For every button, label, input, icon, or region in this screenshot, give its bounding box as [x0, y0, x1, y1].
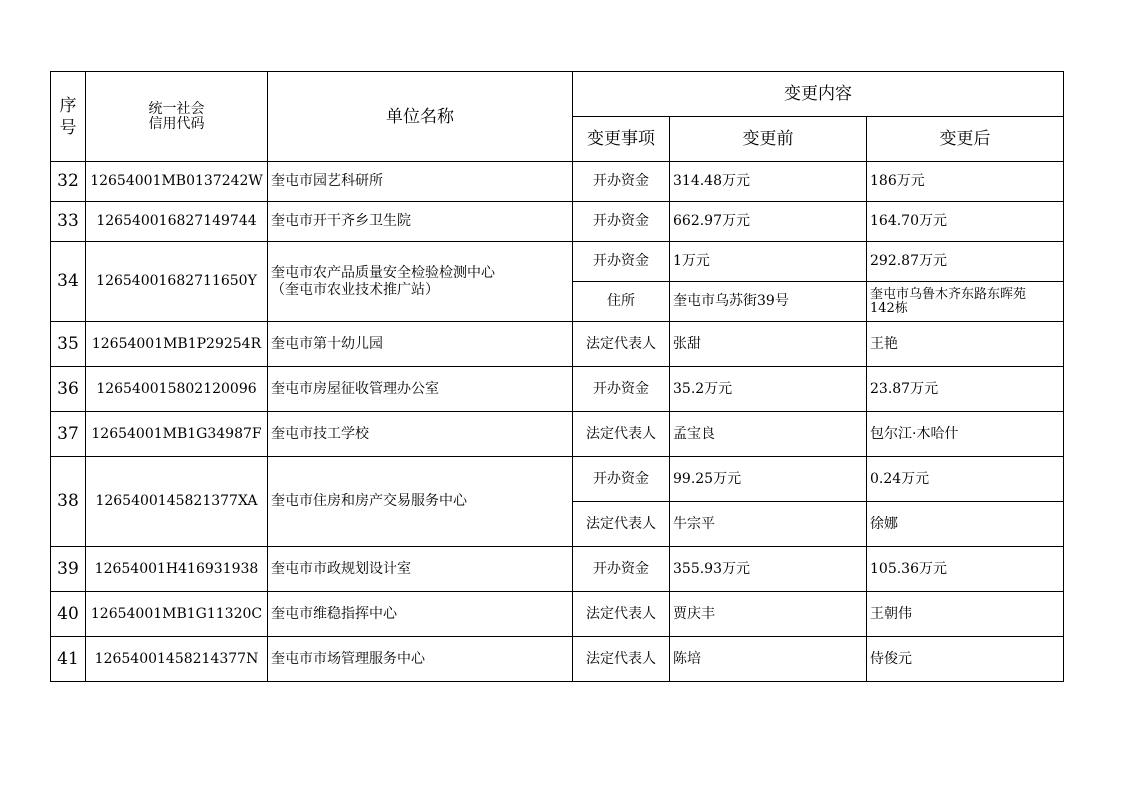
row-change-item: 开办资金 [573, 162, 670, 202]
row-unit-name: 奎屯市市政规划设计室 [268, 547, 573, 592]
row-after: 王朝伟 [867, 592, 1064, 637]
row-code: 126540016827149744 [86, 202, 268, 242]
row-code: 12654001MB1G34987F [86, 412, 268, 457]
row-seq: 32 [51, 162, 86, 202]
table-row [51, 367, 1064, 412]
row-code: 12654001458214377N [86, 637, 268, 682]
row-seq: 41 [51, 637, 86, 682]
row-code: 12654001MB0137242W [86, 162, 268, 202]
row-unit-name: 奎屯市园艺科研所 [268, 162, 573, 202]
row-before: 牛宗平 [670, 502, 867, 547]
row-after: 292.87万元 [867, 242, 1064, 282]
row-after: 105.36万元 [867, 547, 1064, 592]
row-after: 包尔江·木哈什 [867, 412, 1064, 457]
header-change-content: 变更内容 [573, 72, 1064, 117]
row-before: 314.48万元 [670, 162, 867, 202]
row-before: 99.25万元 [670, 457, 867, 502]
row-seq: 39 [51, 547, 86, 592]
row-before: 1万元 [670, 242, 867, 282]
header-code-line2: 信用代码 [148, 115, 205, 132]
row-after-line1: 奎屯市乌鲁木齐东路东晖苑 [870, 286, 1027, 302]
row-after: 186万元 [867, 162, 1064, 202]
row-before: 662.97万元 [670, 202, 867, 242]
row-after: 164.70万元 [867, 202, 1064, 242]
row-seq: 36 [51, 367, 86, 412]
header-after: 变更后 [867, 117, 1064, 162]
row-code: 12654001H416931938 [86, 547, 268, 592]
change-table [50, 71, 1064, 682]
table-row [51, 242, 1064, 282]
table-row [51, 412, 1064, 457]
table-row [51, 162, 1064, 202]
table-row [51, 637, 1064, 682]
header-code [86, 72, 268, 162]
row-change-item: 开办资金 [573, 367, 670, 412]
row-change-item: 开办资金 [573, 242, 670, 282]
row-unit-name: 奎屯市维稳指挥中心 [268, 592, 573, 637]
row-seq: 35 [51, 322, 86, 367]
header-code-line1: 统一社会 [148, 100, 205, 117]
row-before: 35.2万元 [670, 367, 867, 412]
row-change-item: 法定代表人 [573, 412, 670, 457]
row-code: 1265400145821377XA [86, 457, 268, 547]
row-change-item: 开办资金 [573, 547, 670, 592]
row-code: 12654001682711650Y [86, 242, 268, 322]
row-after: 徐娜 [867, 502, 1064, 547]
row-after [867, 282, 1064, 322]
row-unit-name-line2: （奎屯市农业技术推广站） [271, 281, 439, 298]
row-change-item: 法定代表人 [573, 592, 670, 637]
header-change-item: 变更事项 [573, 117, 670, 162]
row-seq: 34 [51, 242, 86, 322]
row-before: 奎屯市乌苏街39号 [670, 282, 867, 322]
row-unit-name: 奎屯市房屋征收管理办公室 [268, 367, 573, 412]
table-row [51, 547, 1064, 592]
row-code: 12654001MB1G11320C [86, 592, 268, 637]
row-code: 126540015802120096 [86, 367, 268, 412]
row-unit-name: 奎屯市第十幼儿园 [268, 322, 573, 367]
table-row [51, 202, 1064, 242]
header-seq: 序号 [51, 72, 86, 162]
row-seq: 38 [51, 457, 86, 547]
header-unit-name: 单位名称 [268, 72, 573, 162]
row-change-item: 开办资金 [573, 457, 670, 502]
row-after-line2: 142栋 [870, 300, 908, 316]
row-unit-name-line1: 奎屯市农产品质量安全检验检测中心 [271, 264, 495, 281]
row-after: 侍俊元 [867, 637, 1064, 682]
row-before: 陈培 [670, 637, 867, 682]
row-code: 12654001MB1P29254R [86, 322, 268, 367]
row-after: 王艳 [867, 322, 1064, 367]
row-unit-name: 奎屯市住房和房产交易服务中心 [268, 457, 573, 547]
row-unit-name: 奎屯市市场管理服务中心 [268, 637, 573, 682]
row-before: 贾庆丰 [670, 592, 867, 637]
row-seq: 37 [51, 412, 86, 457]
row-unit-name: 奎屯市开干齐乡卫生院 [268, 202, 573, 242]
row-change-item: 法定代表人 [573, 637, 670, 682]
row-before: 张甜 [670, 322, 867, 367]
row-change-item: 法定代表人 [573, 502, 670, 547]
table-row [51, 322, 1064, 367]
header-before: 变更前 [670, 117, 867, 162]
row-seq: 40 [51, 592, 86, 637]
row-unit-name [268, 242, 573, 322]
row-unit-name: 奎屯市技工学校 [268, 412, 573, 457]
row-change-item: 开办资金 [573, 202, 670, 242]
row-after: 0.24万元 [867, 457, 1064, 502]
row-seq: 33 [51, 202, 86, 242]
row-before: 355.93万元 [670, 547, 867, 592]
row-change-item: 住所 [573, 282, 670, 322]
row-change-item: 法定代表人 [573, 322, 670, 367]
table-row [51, 457, 1064, 502]
row-after: 23.87万元 [867, 367, 1064, 412]
table-row [51, 592, 1064, 637]
row-before: 孟宝良 [670, 412, 867, 457]
